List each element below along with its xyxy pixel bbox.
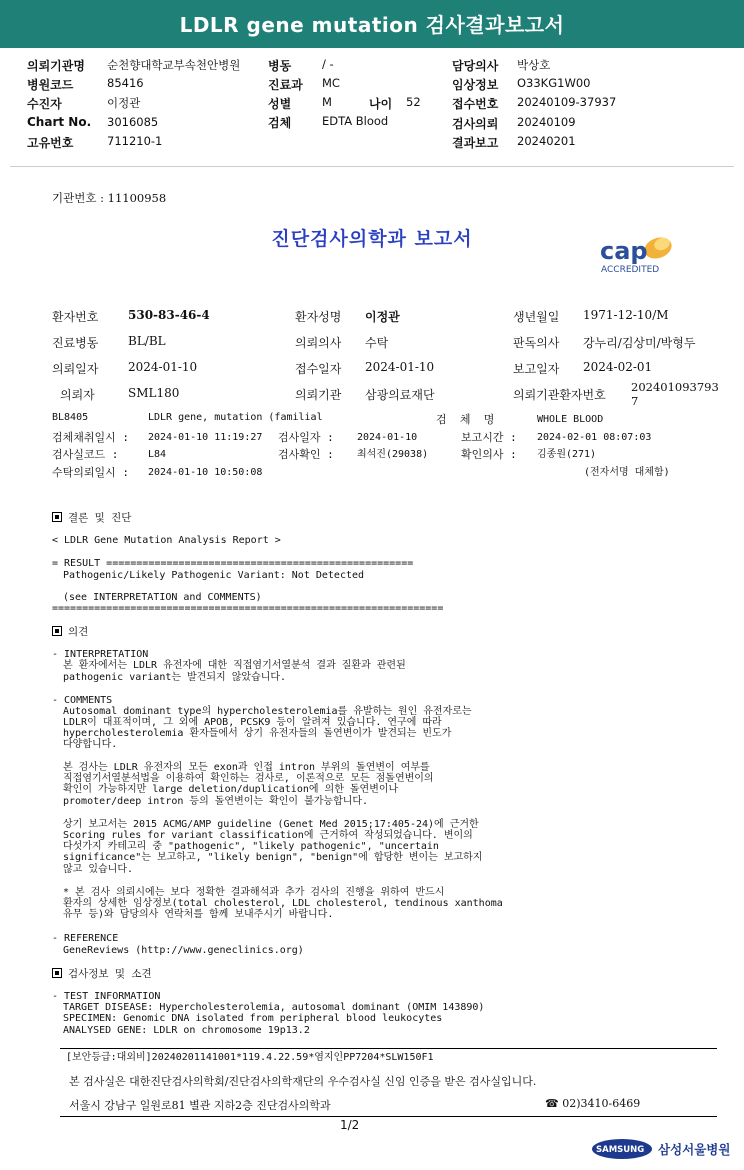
certification-note: 본 검사실은 대한진단검사의학회/진단검사의학재단의 우수검사실 신임 인증을 받은 검사실입니다. <box>69 1075 537 1088</box>
lab-code-label: 검사실코드 : <box>52 448 119 461</box>
cap-subtext: ACCREDITED <box>601 265 660 275</box>
institution-patient-no-value: 202401093793 <box>631 380 719 394</box>
report-date-value: 2024-02-01 <box>583 360 653 374</box>
footer-rule-top <box>60 1048 717 1049</box>
hospital-label: 의뢰기관명 <box>27 59 85 73</box>
test-date-label: 검사일자 : <box>278 431 334 444</box>
requesting-institution-value: 삼광의료재단 <box>365 388 435 402</box>
requesting-doctor-label: 의뢰의사 <box>295 336 342 350</box>
collection-time-label: 검체채취일시 : <box>52 431 130 444</box>
receipt-no-value: 20240109-37937 <box>517 95 617 109</box>
clinical-info-label: 임상정보 <box>452 78 499 92</box>
report-date-label: 보고일자 <box>513 362 560 376</box>
interpretation-line-2: pathogenic variant는 발견되지 않았습니다. <box>63 672 287 683</box>
comment-p1-l2: LDLR이 대표적이며, 그 외에 APOB, PCSK9 등이 알려져 있습니다. 연구에 따라 <box>63 717 442 728</box>
header-divider <box>10 166 734 167</box>
cap-accredited-logo <box>596 232 678 276</box>
comment-p3-l5: 않고 있습니다. <box>63 864 134 875</box>
section-bullet-icon <box>52 968 62 978</box>
test-name: LDLR gene, mutation (familial <box>148 412 323 423</box>
attending-value: 박상호 <box>517 58 551 72</box>
receipt-no-label: 접수번호 <box>452 97 499 111</box>
footer-rule-bottom <box>60 1116 717 1117</box>
collection-time-value: 2024-01-10 11:19:27 <box>148 432 263 443</box>
result-line: = RESULT =================================================== <box>52 558 414 569</box>
reference-title: - REFERENCE <box>52 933 119 944</box>
comment-p1-l4: 다양합니다. <box>63 739 118 750</box>
chart-no-value: 3016085 <box>107 115 159 129</box>
institution-patient-no-value-cont: 7 <box>631 394 639 408</box>
patient-name-value: 이정관 <box>365 310 400 324</box>
request-date-info-label: 의뢰일자 <box>52 362 99 376</box>
patient-no-label: 환자번호 <box>52 310 99 324</box>
comment-p2-l3: 확인이 가능하지만 large deletion/duplication에 의한 돌연변이나 <box>63 784 399 795</box>
specimen-info: SPECIMEN: Genomic DNA isolated from peripheral blood leukocytes <box>63 1013 443 1024</box>
comment-p3-l1: 상기 보고서는 2015 ACMG/AMP guideline (Genet Med 2015;17:405-24)에 근거한 <box>63 819 479 830</box>
test-confirm-label: 검사확인 : <box>278 448 334 461</box>
test-date-value: 2024-01-10 <box>357 432 418 443</box>
patient-no-value: 530-83-46-4 <box>128 308 210 322</box>
result-date-label: 결과보고 <box>452 136 499 150</box>
requesting-doctor-value: 수탁 <box>365 336 389 350</box>
birthdate-value: 1971-12-10/M <box>583 308 669 322</box>
institution-patient-no-label: 의뢰기관환자번호 <box>513 388 606 402</box>
section-bullet-icon <box>52 512 62 522</box>
report-name: < LDLR Gene Mutation Analysis Report > <box>52 535 281 546</box>
result-heading: 결론 및 진단 <box>52 512 131 525</box>
patient-name-label: 환자성명 <box>295 310 342 324</box>
comment-p4-l3: 유무 등)와 담당의사 연락처를 함께 보내주시기 바랍니다. <box>63 909 334 920</box>
esignature-note: (전자서명 대체함) <box>584 467 670 478</box>
request-date-info-value: 2024-01-10 <box>128 360 198 374</box>
interpretation-title: - INTERPRETATION <box>52 649 149 660</box>
hospital-code-label: 병원코드 <box>27 78 74 92</box>
reading-doctor-value: 강누리/김상미/박형두 <box>583 336 696 350</box>
unique-no-label: 고유번호 <box>27 136 74 150</box>
age-value: 52 <box>406 95 421 109</box>
comment-p1-l1: Autosomal dominant type의 hypercholesterolemia를 유발하는 원인 유전자로는 <box>63 706 472 717</box>
request-date-label: 검사의뢰 <box>452 117 499 131</box>
patient-label: 수진자 <box>27 97 62 111</box>
sex-value: M <box>322 95 332 109</box>
confirming-doctor-label: 확인의사 : <box>461 448 517 461</box>
ward-value: / - <box>322 57 334 71</box>
ward-info-value: BL/BL <box>128 334 166 348</box>
specimen-type-label: 검체 <box>268 116 292 130</box>
hospital-code-value: 85416 <box>107 76 144 90</box>
clinical-info-value: O33KG1W00 <box>517 76 591 90</box>
department-value: MC <box>322 76 340 90</box>
report-time-value: 2024-02-01 08:07:03 <box>537 432 652 443</box>
receipt-date-value: 2024-01-10 <box>365 360 435 374</box>
result-value: Pathogenic/Likely Pathogenic Variant: Not Detected <box>63 570 365 581</box>
comment-p2-l1: 본 검사는 LDLR 유전자의 모든 exon과 인접 intron 부위의 돌연변이 여부를 <box>63 762 430 773</box>
separator-line: ================================================================= <box>52 603 444 614</box>
patient-value: 이정관 <box>107 96 141 110</box>
birthdate-label: 생년월일 <box>513 310 560 324</box>
section-bullet-icon <box>52 626 62 636</box>
requesting-institution-label: 의뢰기관 <box>295 388 342 402</box>
lab-address: 서울시 강남구 일원로81 별관 지하2층 진단검사의학과 <box>69 1099 331 1112</box>
requester-label: 의뢰자 <box>60 388 95 402</box>
security-line: [보안등급:대외비]20240201141001*119.4.22.59*염지인PP7204*SLW150F1 <box>66 1052 434 1063</box>
comment-p2-l4: promoter/deep intron 등의 돌연변이는 확인이 불가능합니다. <box>63 796 369 807</box>
test-information-title: - TEST INFORMATION <box>52 991 161 1002</box>
test-confirm-value: 최석진(29038) <box>357 449 429 460</box>
result-date-value: 20240201 <box>517 134 576 148</box>
target-disease: TARGET DISEASE: Hypercholesterolemia, autosomal dominant (OMIM 143890) <box>63 1002 485 1013</box>
chart-no-label: Chart No. <box>27 115 92 129</box>
ward-label: 병동 <box>268 59 292 73</box>
comment-p4-l2: 환자의 상세한 임상정보(total cholesterol, LDL cholesterol, tendinous xanthoma <box>63 898 503 909</box>
requester-value: SML180 <box>128 386 180 400</box>
request-date-value: 20240109 <box>517 115 576 129</box>
comment-p3-l4: significance"는 보고하고, "likely benign", "benign"에 합당한 변이는 보고하지 <box>63 852 483 863</box>
hospital-name: 삼성서울병원 <box>658 1142 731 1157</box>
comment-p3-l3: 다섯가지 카테고리 중 "pathogenic", "likely pathogenic", "uncertain <box>63 841 439 852</box>
comment-p1-l3: hypercholesterolemia 환자들에서 상기 유전자들의 돌연변이가 발견되는 빈도가 <box>63 728 452 739</box>
receipt-date-label: 접수일자 <box>295 362 342 376</box>
institution-number: 기관번호 : 11100958 <box>52 191 167 205</box>
sex-label: 성별 <box>268 97 292 111</box>
opinion-heading: 의견 <box>52 626 88 639</box>
report-title: 진단검사의학과 보고서 <box>271 228 473 250</box>
confirming-doctor-value: 김종원(271) <box>537 449 597 460</box>
analysed-gene: ANALYSED GENE: LDLR on chromosome 19p13.2 <box>63 1025 310 1036</box>
interpretation-line-1: 본 환자에서는 LDLR 유전자에 대한 직접염기서열분석 결과 질환과 관련된 <box>63 660 406 671</box>
report-time-label: 보고시간 : <box>461 431 517 444</box>
comment-p3-l2: Scoring rules for variant classification에 근거하여 작성되었습니다. 변이의 <box>63 830 473 841</box>
comment-p4-l1: * 본 검사 의뢰시에는 보다 정확한 결과해석과 추가 검사의 진행을 위하여 반드시 <box>63 887 445 898</box>
reading-doctor-label: 판독의사 <box>513 336 560 350</box>
consign-time-value: 2024-01-10 10:50:08 <box>148 467 263 478</box>
lab-phone: ☎ 02)3410-6469 <box>545 1097 641 1110</box>
specimen-name-label: 검 체 명 <box>436 413 495 426</box>
comments-title: - COMMENTS <box>52 695 113 706</box>
lab-code-value: L84 <box>148 449 167 460</box>
cap-text: cap <box>600 237 648 265</box>
samsung-hospital-logo <box>590 1137 731 1161</box>
banner-title: LDLR gene mutation 검사결과보고서 <box>179 13 565 37</box>
page-number: 1/2 <box>340 1118 360 1132</box>
unique-no-value: 711210-1 <box>107 134 163 148</box>
reference-value: GeneReviews (http://www.geneclinics.org) <box>63 945 304 956</box>
comment-p2-l2: 직접염기서열분석법을 이용하여 확인하는 검사로, 이론적으로 모든 점돌연변이의 <box>63 773 434 784</box>
test-code: BL8405 <box>52 412 89 423</box>
attending-label: 담당의사 <box>452 59 499 73</box>
see-note: (see INTERPRETATION and COMMENTS) <box>63 592 262 603</box>
specimen-name-value: WHOLE BLOOD <box>537 414 604 425</box>
age-label: 나이 <box>369 97 393 111</box>
department-label: 진료과 <box>268 78 303 92</box>
ward-info-label: 진료병동 <box>52 336 99 350</box>
consign-time-label: 수탁의뢰일시 : <box>52 466 130 479</box>
test-info-heading: 검사정보 및 소견 <box>52 968 152 981</box>
samsung-text: SAMSUNG <box>596 1145 645 1155</box>
specimen-type-value: EDTA Blood <box>322 114 389 128</box>
hospital-value: 순천향대학교부속천안병원 <box>107 58 241 72</box>
